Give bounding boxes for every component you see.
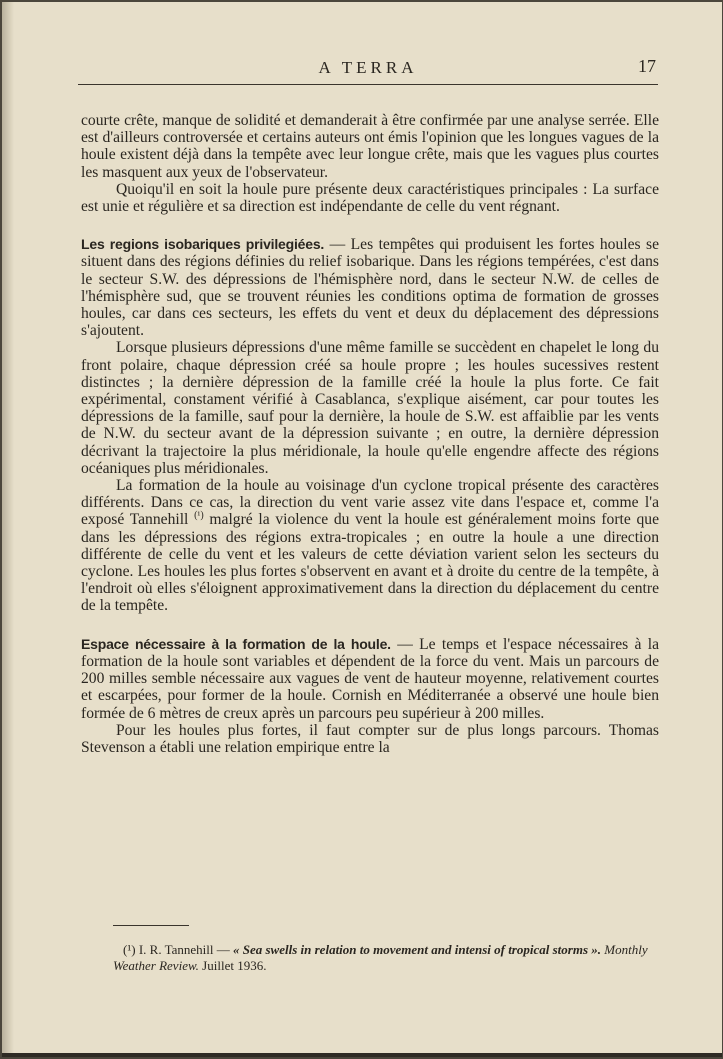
running-title: A TERRA [318, 58, 418, 77]
page-number: 17 [638, 56, 656, 76]
paragraph: courte crête, manque de solidité et demanderait à être confirmée par une analyse serrée. Elle est d'ailleurs controversée et certains auteurs ont émis l'opinion que les longues vagues de la houle existent déjà dans la tempête avec leur longue crête, mais que les vagues plus courtes les masquent aux yeux de l'observateur. [81, 112, 659, 181]
page-gutter-shadow [2, 2, 14, 1057]
section-text: — Les tempêtes qui produisent les fortes houles se situent dans des régions définies du relief isobarique. Dans les régions tempérées, c'est dans le secteur S.W. des dépressions de l'hémisphère nord, dans le secteur N.W. de celles de l'hémisphère sud, que se trouvent réunies les conditions optima de formation de grosses houles, car dans ces secteurs, les effets du vent et deux du déplacement des dépressions s'ajoutent. [81, 236, 659, 340]
section-space-needed [81, 636, 659, 722]
footnote-reference: (¹) [194, 510, 204, 522]
page-header [78, 54, 658, 85]
footnote-marker: (¹) [123, 942, 136, 957]
footnote-title: « Sea swells in relation to movement and intensi of tropical storms ». [233, 942, 602, 957]
paragraph-text: malgré la violence du vent la houle est généralement moins forte que dans les dépressions des régions extra-tropicales ; en outre la houle a une direction différente de celle du vent et les valeurs de cette déviation varient selon les secteurs du cyclone. Les houles les plus fortes s'observent en avant et à droite du centre de la tempête, à l'endroit où elles s'éloignent approximativement dans la direction du déplacement du centre de la tempête. [81, 511, 659, 615]
paragraph-text: La formation de la houle au voisinage d'un cyclone tropical présente des caractères différents. Dans ce cas, la direction du vent varie assez vite dans l'espace et, comme l'a exposé Tannehill [81, 477, 659, 529]
page-bottom-edge [2, 1053, 722, 1057]
section-heading: Espace nécessaire à la formation de la houle. [81, 635, 391, 652]
section-text: — Le temps et l'espace nécessaires à la formation de la houle sont variables et dépendent de la force du vent. Mais un parcours de 200 milles semble nécessaire aux vagues de vent de hauteur moyenne, relativement courtes et escarpées, pour former de la houle. Cornish en Méditerranée a observé une houle bien formée de 6 mètres de creux après un parcours peu supérieur à 200 milles. [81, 635, 659, 722]
paragraph: Lorsque plusieurs dépressions d'une même famille se succèdent en chapelet le long du front polaire, chaque dépression créé sa houle propre ; les houles sucessives restent distinctes ; la dernière dépression de la famille créé la houle la plus forte. Ce fait expérimental, constament vérifié à Casablanca, s'explique aisément, car pour toutes les dépressions de la famille, sauf pour la dernière, la houle de S.W. est affaiblie par les vents de N.W. du secteur avant de la dépression suivante ; en outre, la dernière dépression décrivant la trajectoire la plus méridionale, la houle qu'elle engendre affecte des régions océaniques plus méridionales. [81, 339, 659, 477]
footnote-author: I. R. Tannehill — [138, 942, 233, 957]
paragraph [81, 477, 659, 615]
paragraph: Pour les houles plus fortes, il faut compter sur de plus longs parcours. Thomas Stevenson a établi une relation empirique entre la [81, 721, 659, 756]
section-heading: Les regions isobariques privilegiées. [81, 236, 325, 253]
section-isobaric-regions [81, 236, 659, 339]
paragraph: Quoiqu'il en soit la houle pure présente deux caractéristiques principales : La surface est unie et régulière et sa direction est indépendante de celle du vent régnant. [81, 180, 659, 216]
footnote-rule [113, 925, 189, 926]
footnote-date: Juillet 1936. [198, 958, 267, 973]
footnote [113, 942, 663, 974]
body-text [81, 112, 659, 756]
footnote-journal: Monthly Weather Review. [113, 942, 648, 973]
